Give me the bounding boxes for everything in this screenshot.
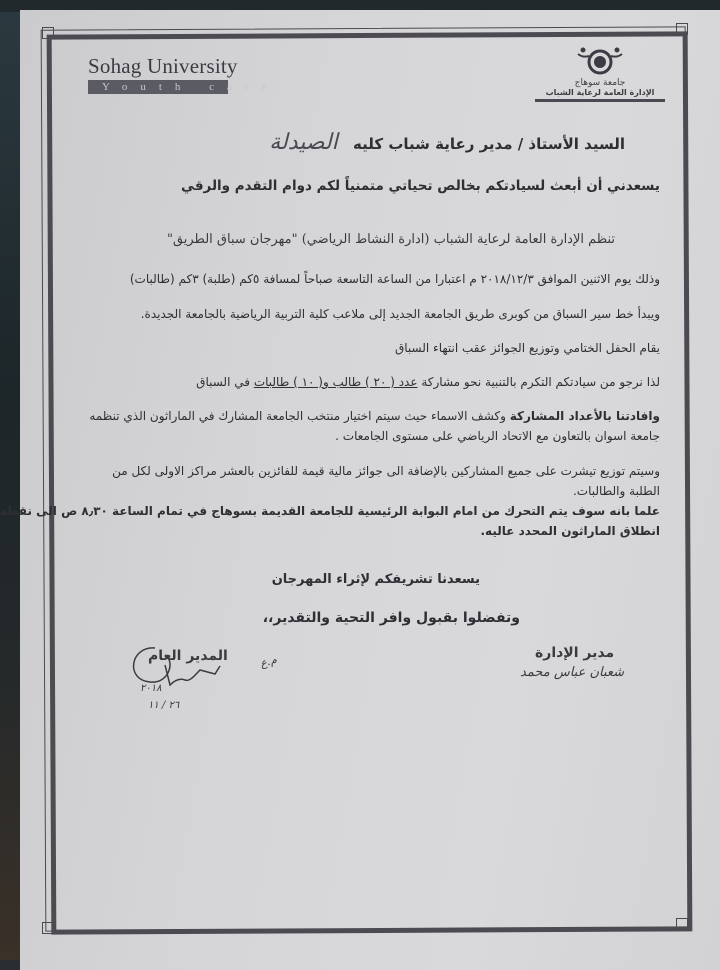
frame-corner-ornament	[42, 922, 54, 934]
frame-corner-ornament	[676, 918, 688, 930]
sohag-university-logo	[88, 54, 280, 94]
body-line-participation	[196, 375, 660, 389]
greeting-line: يسعدني أن أبعث لسيادتكم بخالص تحياتي متمنياً لكم دوام التقدم والرقي	[181, 178, 660, 194]
general-director-title: المدير العام	[148, 648, 228, 664]
body-line-prizes: وسيتم توزيع تيشرت على جميع المشاركين بالإضافة الى جوائز مالية قيمة للفائزين بالعشر مراكز الاولى لكل من	[112, 464, 660, 478]
body-line-date: وذلك يوم الاثنين الموافق ٢٠١٨/١٢/٣ م اعتبارا من الساعة التاسعة صباحاً لمسافة ٥كم (طلبة) ٣كم (طالبات)	[129, 272, 660, 286]
addressee-line	[269, 130, 625, 155]
handwritten-initials: م.ع	[258, 653, 279, 670]
logo-university-arabic: جامعة سوهاج	[574, 78, 626, 88]
participation-request: لذا نرجو من سيادتكم التكرم بالتنبية نحو مشاركة	[421, 375, 660, 389]
addressee-printed: السيد الأستاذ / مدير رعاية شباب كليه	[353, 135, 625, 153]
director-of-administration-title: مدير الإدارة	[535, 645, 615, 661]
closing-line-2: وتفضلوا بقبول وافر التحية والتقدير،،	[262, 610, 520, 626]
closing-line-1: يسعدنا تشريفكم لإثراء المهرجان	[271, 572, 480, 587]
youth-welfare-logo	[535, 44, 665, 102]
frame-corner-ornament	[42, 27, 54, 39]
body-line-names	[89, 409, 660, 423]
frame-corner-ornament	[676, 23, 688, 35]
participant-count: عدد ( ٢٠ ) طالب و( ١٠ ) طالبات	[253, 375, 418, 389]
participants-rest: وكشف الاسماء حيث سيتم اختيار منتخب الجامعة المشارك في الماراثون الذي تنظمه	[89, 409, 510, 423]
youth-care-banner: Youth care	[88, 80, 228, 94]
body-line-route: ويبدأ خط سير السباق من كوبرى طريق الجامعة الجديد إلى ملاعب كلية التربية الرياضية بالجامعة الجديدة.	[140, 307, 660, 321]
handwritten-date-day-month: ٢٦ / ١١	[148, 700, 180, 711]
addressee-handwritten: الصيدلة	[269, 130, 338, 155]
body-line-ceremony: يقام الحفل الختامي وتوزيع الجوائز عقب انتهاء السباق	[394, 341, 660, 355]
participants-bold: وافادتنا بالأعداد المشاركة	[509, 409, 660, 423]
body-line-prizes-2: الطلبة والطالبات.	[572, 484, 660, 498]
body-line-aswan: جامعة اسوان بالتعاون مع الاتحاد الرياضي على مستوى الجامعات .	[335, 429, 660, 443]
handwritten-date-year: ٢٠١٨	[140, 683, 162, 694]
university-name: Sohag University	[88, 54, 238, 78]
director-of-administration-name: شعبان عباس محمد	[520, 665, 625, 680]
general-director-signature-icon	[120, 640, 230, 705]
body-line-departure-2: انطلاق الماراثون المحدد عاليه.	[480, 524, 660, 538]
university-emblem-icon	[575, 44, 625, 78]
participation-suffix: في السباق	[196, 375, 250, 389]
logo-department-arabic: الإدارة العامة لرعاية الشباب	[535, 88, 665, 102]
announcement-line: تنظم الإدارة العامة لرعاية الشباب (ادارة النشاط الرياضي) "مهرجان سباق الطريق"	[166, 232, 615, 247]
body-line-departure: علما بانه سوف يتم التحرك من امام البوابة الرئيسية للجامعة القديمة بسوهاج في تمام الساعة ٨٫٣٠ ص الى نقطة	[0, 504, 660, 518]
decorative-frame-inner	[47, 31, 693, 934]
